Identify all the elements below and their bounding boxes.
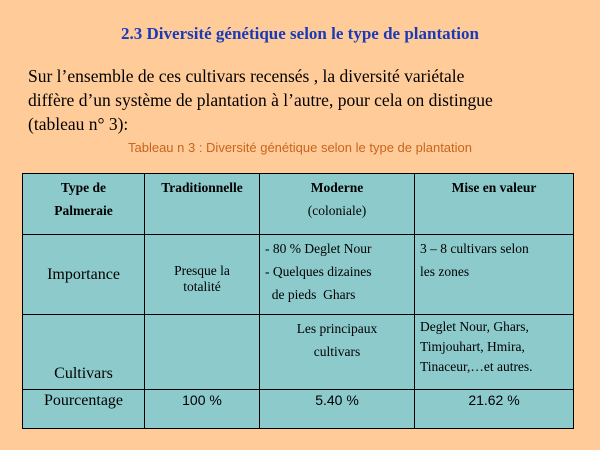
cell-cultivars-traditionnelle: [145, 315, 260, 390]
row-label-cultivars: Cultivars: [23, 315, 145, 390]
intro-line: Sur l’ensemble de ces cultivars recensés , la diversité variétale: [28, 66, 465, 86]
header-text: (coloniale): [307, 203, 367, 218]
cell-text: - Quelques dizaines: [265, 264, 372, 279]
cell-text: Deglet Nour, Ghars,: [420, 319, 529, 334]
header-text: Type de: [60, 180, 107, 195]
cell-text: Tinaceur,…et autres.: [420, 359, 533, 374]
cell-text: Les principaux: [296, 321, 378, 336]
cell-text: de pieds Ghars: [265, 287, 356, 302]
cell-text: - 80 % Deglet Nour: [265, 241, 372, 256]
header-text: Traditionnelle: [161, 180, 243, 195]
cell-pourcentage-traditionnelle: 100 %: [145, 390, 260, 429]
cell-importance-moderne: [260, 235, 415, 315]
cell-text: cultivars: [313, 344, 361, 359]
intro-paragraph: [28, 64, 588, 136]
table-row: [23, 390, 574, 429]
header-text: Palmeraie: [54, 203, 113, 218]
intro-line: diffère d’un système de plantation à l’autre, pour cela on distingue: [28, 90, 493, 110]
header-moderne: [260, 174, 415, 235]
cell-text: les zones: [420, 264, 470, 279]
cell-text: 3 – 8 cultivars selon: [420, 241, 529, 256]
cell-text: totalité: [183, 278, 221, 294]
cell-text: Timjouhart, Hmira,: [420, 339, 525, 354]
cell-cultivars-mise-en-valeur: [415, 315, 574, 390]
table-row: [23, 315, 574, 390]
header-type-palmeraie: [23, 174, 145, 235]
table-caption: Tableau n 3 : Diversité génétique selon le type de plantation: [127, 140, 472, 155]
table-row: [23, 235, 574, 315]
header-text: Moderne: [310, 180, 364, 195]
header-text: Mise en valeur: [451, 180, 537, 195]
header-mise-en-valeur: [415, 174, 574, 235]
section-title: 2.3 Diversité génétique selon le type de plantation: [121, 24, 479, 43]
intro-line: (tableau n° 3):: [28, 114, 129, 134]
row-label-importance: Importance: [23, 235, 145, 315]
cell-text: Presque la: [174, 262, 230, 278]
cell-cultivars-moderne: [260, 315, 415, 390]
cell-importance-traditionnelle: [145, 235, 260, 315]
cell-pourcentage-mise-en-valeur: 21.62 %: [415, 390, 574, 429]
table-header-row: [23, 174, 574, 235]
cell-pourcentage-moderne: 5.40 %: [260, 390, 415, 429]
row-label-pourcentage: Pourcentage: [23, 390, 145, 429]
diversity-table: [22, 173, 574, 429]
cell-importance-mise-en-valeur: [415, 235, 574, 315]
header-traditionnelle: [145, 174, 260, 235]
